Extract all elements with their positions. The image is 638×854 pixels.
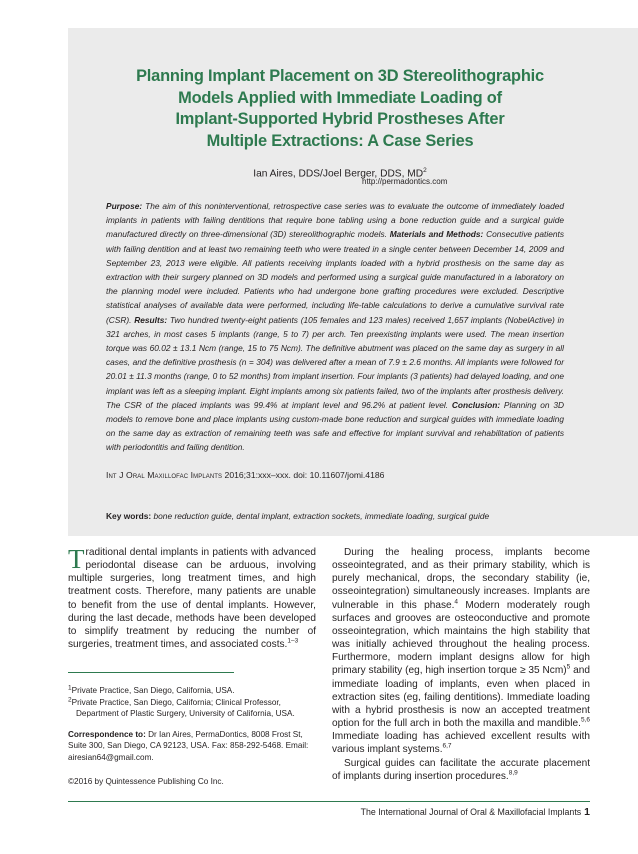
body-paragraph <box>332 757 590 783</box>
conclusion-label: Conclusion: <box>451 399 501 410</box>
citation-details: 2016;31:xxx–xxx. doi: 10.11607/jomi.4186 <box>222 470 385 480</box>
footnotes <box>68 685 316 787</box>
footnote-mark: 2 <box>68 695 72 703</box>
body-column-left <box>68 546 316 651</box>
purpose-label: Purpose: <box>106 201 143 211</box>
paragraph-text: Modern moderately rough surfaces and grooves are osteoconductive and promote osseointegration, which maintains the high stability that was initially achieved throughout the healing process. Furthermore, modern implant designs allow for high primary stability (eg, high insertion torque ≥ 35 Ncm) <box>332 599 590 677</box>
author-line <box>80 164 600 180</box>
footer-divider <box>68 801 590 802</box>
intro-paragraph <box>68 546 316 651</box>
title-line: Planning Implant Placement on 3D Stereolithographic <box>136 67 544 85</box>
body-column-right <box>332 546 590 783</box>
keywords-text: bone reduction guide, dental implant, extraction sockets, immediate loading, surgical guide <box>151 511 490 521</box>
methods-label: Materials and Methods: <box>389 229 484 240</box>
footnote-2-text: Private Practice, San Diego, California; Clinical Professor, <box>71 697 281 707</box>
title-line: Models Applied with Immediate Loading of <box>178 88 502 107</box>
reference-mark: 8,9 <box>508 769 518 777</box>
article-title <box>80 66 600 152</box>
keywords-line <box>106 510 576 522</box>
reference-mark: 1–3 <box>287 637 299 645</box>
intro-text: raditional dental implants in patients with advanced periodontal disease can be arduous, involving multiple surgeries, long treatment times, and high treatment costs. Therefore, many patients are unable to benefit from the use of dental implants. However, during the last decade, methods have been developed to simplify treatment by reducing the number of surgeries, treatment times, and associated costs. <box>68 547 316 651</box>
footnote-1 <box>68 685 316 697</box>
abstract-text <box>106 199 564 455</box>
methods-text: Consecutive patients with failing dentition and at least two remaining teeth who were treated in a single center between December 14, 2009 and September 23, 2013 were eligible. All patients receiving implants loaded with a hybrid prosthesis on the same day as extraction with their surgery planned on 3D models and performed using a surgical guide manufactured in a laboratory on the planning model were included. Patients who had undergone bone grafting procedures were excluded. Descriptive statistical analyses of available data were performed, including life-table calculations to derive a cumulative survival rate (CSR). <box>106 229 564 325</box>
citation-line <box>106 469 564 481</box>
authors-affiliation-mark: 2 <box>423 167 427 174</box>
footnote-mark: 1 <box>68 684 72 692</box>
correspondence <box>68 729 316 764</box>
title-line: Implant-Supported Hybrid Prostheses After <box>175 110 505 129</box>
purpose-text: The aim of this noninterventional, retrospective case series was to evaluate the outcome of immediately loaded implants in patients with failing dentitions that require bone tabling using a bone reduction guide and a surgical guide manufactured directly on three-dimensional (3D) stereolithographic models. <box>106 201 564 240</box>
correspondence-text: Dr Ian Aires, PermaDontics, 8008 Frost St, Suite 300, San Diego, CA 92123, USA. Fax: 858-292-5468. Email: airesian64@gmail.com. <box>68 729 309 762</box>
drop-cap: T <box>68 544 85 574</box>
correspondence-label: Correspondence to: <box>68 729 146 739</box>
citation-journal: Int J Oral Maxillofac Implants <box>106 470 223 480</box>
footnote-1-text: Private Practice, San Diego, California, USA. <box>71 686 235 695</box>
footnote-divider <box>68 672 234 673</box>
title-line: Multiple Extractions: A Case Series <box>206 131 474 150</box>
footnote-2 <box>68 697 316 709</box>
body-paragraph <box>332 546 590 757</box>
copyright-notice: ©2016 by Quintessence Publishing Co Inc. <box>68 776 224 786</box>
results-label: Results: <box>134 314 168 325</box>
footer-journal: The International Journal of Oral & Maxillofacial Implants <box>360 807 582 817</box>
website-link[interactable]: http://permadontics.com <box>362 177 448 186</box>
paragraph-text: Immediate loading has achieved excellent results with various implant systems. <box>332 731 590 756</box>
footnote-2-continuation: Department of Plastic Surgery, University of California, USA. <box>76 709 295 719</box>
page-footer <box>300 806 590 818</box>
paragraph-text: During the healing process, implants become osseointegrated, and as their primary stability, which is purely mechanical, drops, the secondary stability (ie, osseointegration) simultaneously increases. Implants are vulnerable in this phase. <box>332 547 590 611</box>
keywords-label: Key words: <box>106 511 152 521</box>
reference-mark: 5 <box>566 664 571 672</box>
results-text: Two hundred twenty-eight patients (105 females and 123 males) received 1,657 implants (NobelActive) in 321 arches, in most cases 5 implants (range, 5 to 7) per arch. Ten preexisting implants were used. The mean insertion torque was 60.02 ± 13.1 Ncm (range, 15 to 75 Ncm). The definitive abutment was placed on the same day as surgery in all cases, and the definitive prosthesis (n = 304) was delivered after a mean of 7.9 ± 2.6 months. All implants were followed for 20.01 ± 11.3 months (range, 0 to 52 months) from implant insertion. Four implants (3 patients) had delayed loading, and one implant was left as a sleeping implant. Eight implants among six patients failed, two of the implants after prosthesis delivery. The CSR of the placed implants was 99.4% at implant level and 96.2% at patient level. <box>106 314 565 410</box>
reference-mark: 6,7 <box>442 742 452 750</box>
authors-text: Ian Aires, DDS/Joel Berger, DDS, MD <box>253 168 424 180</box>
reference-mark: 5,6 <box>580 716 590 724</box>
conclusion-text: Planning on 3D models to remove bone and place implants using custom-made bone reduction and surgical guides with immediate loading on the same day as extraction of remaining teeth was safe and effective for implant survival and rehabilitation of patients with periodontitis and failing dentition. <box>106 399 564 453</box>
page-number: 1 <box>584 806 590 818</box>
paragraph-text: Surgical guides can facilitate the accurate placement of implants during insertion procedures. <box>332 757 590 782</box>
paragraph-text: and immediate loading of implants, even when placed in extraction sites (eg, failing dentitions). Immediate loading with a hybrid prosthesis is now an accepted treatment option for the full arch in both the maxilla and mandible. <box>332 665 590 730</box>
reference-mark: 4 <box>454 598 459 606</box>
